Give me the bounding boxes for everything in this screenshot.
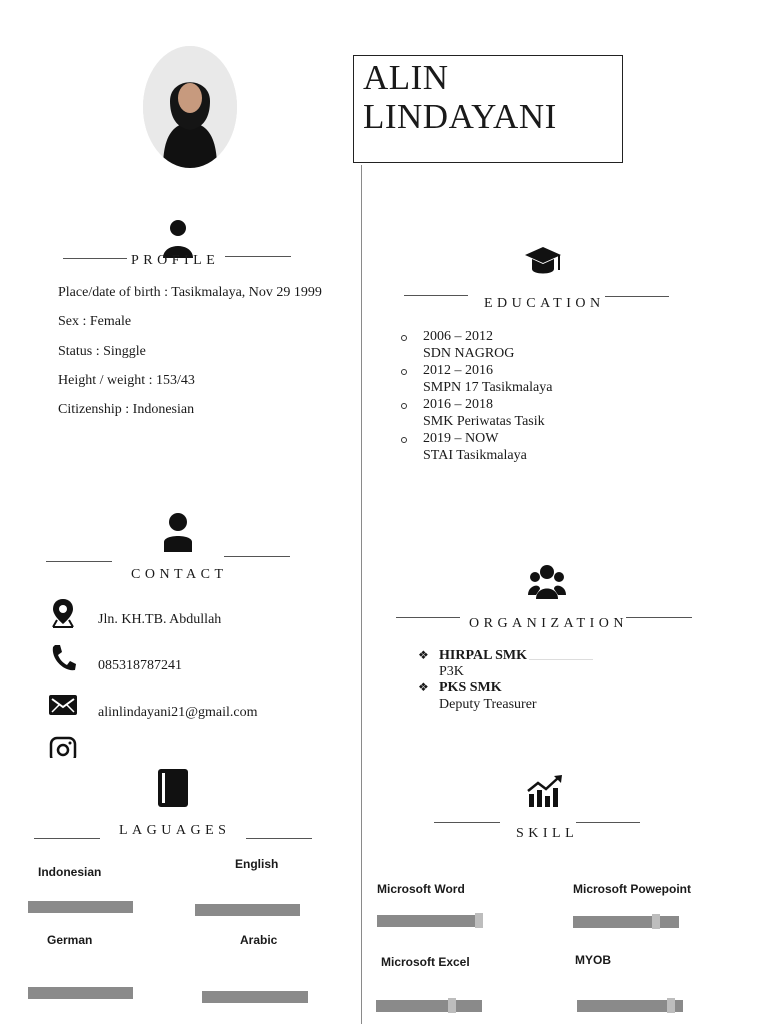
instagram-icon <box>49 736 77 763</box>
organization-name: HIRPAL SMK <box>439 648 528 663</box>
skill-level-handle <box>475 913 483 928</box>
language-bar <box>28 987 133 999</box>
contact-line-left <box>46 561 112 562</box>
diamond-bullet-icon: ❖ <box>418 648 429 662</box>
profile-title: PROFILE <box>131 253 220 268</box>
education-school: SDN NAGROG <box>423 346 515 361</box>
language-name: English <box>235 857 279 871</box>
name-last: LINDAYANI <box>363 97 557 136</box>
skill-bar <box>376 1000 482 1012</box>
column-divider <box>361 165 362 1024</box>
language-bar <box>202 991 308 1003</box>
languages-title: LAGUAGES <box>119 823 231 838</box>
diamond-bullet-icon: ❖ <box>418 680 429 694</box>
education-line-right <box>605 296 669 297</box>
skill-name: Microsoft Word <box>377 882 465 896</box>
organization-name: PKS SMK <box>439 680 502 695</box>
phone-icon <box>50 644 76 677</box>
profile-sex: Sex : Female <box>58 314 132 329</box>
name-box <box>353 55 623 163</box>
languages-line-left <box>34 838 100 839</box>
education-years: 2012 – 2016 <box>423 363 493 378</box>
contact-title: CONTACT <box>131 567 228 582</box>
organization-title: ORGANIZATION <box>469 616 628 631</box>
organization-underline <box>529 659 593 660</box>
profile-photo <box>143 46 237 168</box>
profile-line-right <box>225 256 291 257</box>
organization-role: P3K <box>439 664 464 679</box>
bullet-icon <box>401 437 407 443</box>
education-title: EDUCATION <box>484 296 605 311</box>
skill-level-handle <box>652 914 660 929</box>
skill-name: Microsoft Excel <box>381 955 470 969</box>
contact-person-icon <box>162 512 194 557</box>
envelope-icon <box>49 695 77 720</box>
education-school: STAI Tasikmalaya <box>423 448 527 463</box>
organization-role: Deputy Treasurer <box>439 697 537 712</box>
profile-citizenship: Citizenship : Indonesian <box>58 402 195 417</box>
skill-line-left <box>434 822 500 823</box>
bullet-icon <box>401 369 407 375</box>
contact-email[interactable]: alinlindayani21@gmail.com <box>98 705 258 720</box>
organization-line-left <box>396 617 460 618</box>
skill-level-handle <box>448 998 456 1013</box>
bullet-icon <box>401 403 407 409</box>
education-line-left <box>404 295 468 296</box>
book-icon <box>157 768 189 813</box>
full-name <box>363 56 557 135</box>
education-years: 2006 – 2012 <box>423 329 493 344</box>
skill-name: Microsoft Powepoint <box>573 882 691 896</box>
profile-height-weight: Height / weight : 153/43 <box>58 373 195 388</box>
skill-bar <box>377 915 483 927</box>
skill-line-right <box>576 822 640 823</box>
profile-birth: Place/date of birth : Tasikmalaya, Nov 29 1999 <box>58 285 322 300</box>
bullet-icon <box>401 335 407 341</box>
language-name: German <box>47 933 93 947</box>
education-school: SMPN 17 Tasikmalaya <box>423 380 553 395</box>
contact-address: Jln. KH.TB. Abdullah <box>98 612 222 627</box>
chart-growth-icon <box>527 774 563 813</box>
languages-line-right <box>246 838 312 839</box>
language-name: Arabic <box>240 933 278 947</box>
profile-line-left <box>63 258 127 259</box>
graduation-cap-icon <box>524 244 562 283</box>
skill-level-handle <box>667 998 675 1013</box>
skill-name: MYOB <box>575 953 611 967</box>
contact-line-right <box>224 556 290 557</box>
skill-title: SKILL <box>516 826 579 841</box>
contact-phone: 085318787241 <box>98 658 182 673</box>
language-name: Indonesian <box>38 865 102 879</box>
group-icon <box>528 563 566 604</box>
education-years: 2016 – 2018 <box>423 397 493 412</box>
skill-bar <box>577 1000 683 1012</box>
profile-status: Status : Singgle <box>58 344 146 359</box>
location-pin-icon <box>51 598 75 633</box>
language-bar <box>28 901 133 913</box>
organization-line-right <box>626 617 692 618</box>
skill-bar <box>573 916 679 928</box>
education-years: 2019 – NOW <box>423 431 499 446</box>
language-bar <box>195 904 300 916</box>
education-school: SMK Periwatas Tasik <box>423 414 545 429</box>
name-first: ALIN <box>363 58 449 97</box>
